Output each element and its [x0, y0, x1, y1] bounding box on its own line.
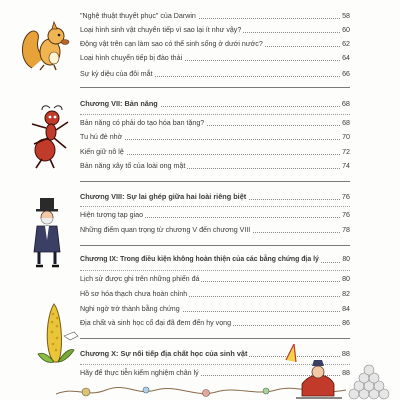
- toc-entry-page: 58: [340, 9, 350, 23]
- chapter-title: Chương VIII: Sự lai ghép giữa hai loài riêng biệt: [80, 190, 248, 204]
- toc-entry[interactable]: [80, 51, 350, 65]
- chapter-title: Chương VII: Bản năng: [80, 97, 160, 111]
- chapter-heading-9[interactable]: [80, 253, 350, 267]
- gentleman-illustration: [26, 196, 70, 268]
- scientist-illustration: [276, 344, 396, 400]
- toc-entry[interactable]: [80, 302, 350, 316]
- toc-entry-title: Hãy để thực tiễn kiểm nghiệm chân lý: [80, 366, 201, 380]
- chapter-heading-8[interactable]: [80, 190, 350, 204]
- toc-entry-page: 82: [340, 287, 350, 301]
- toc-entry-page: 68: [340, 116, 350, 130]
- toc-entry-page: 64: [340, 51, 350, 65]
- chapter-page: 68: [340, 97, 350, 111]
- chapter-page: 88: [340, 347, 350, 361]
- squirrel-illustration: [18, 12, 74, 74]
- row-separator: [80, 114, 350, 115]
- chapter-title: Chương IX: Trong điều kiện không hoàn thiện của các bằng chứng địa lý: [80, 253, 321, 267]
- toc-entry-title: Loại hình chuyển tiếp bị đào thải: [80, 51, 184, 65]
- row-separator: [80, 270, 350, 271]
- toc-entry-title: Nghi ngờ trở thành bằng chứng: [80, 302, 182, 316]
- toc-entry-title: Địa chất và sinh học cổ đại đã đem đến hy vọng: [80, 316, 233, 330]
- toc-entry-page: 66: [340, 67, 350, 81]
- toc-entry-page: 80: [340, 272, 350, 286]
- toc-entry[interactable]: [80, 145, 350, 159]
- toc-entry-page: 74: [340, 159, 350, 173]
- chapter-page: 80: [340, 253, 350, 267]
- toc-entry-page: 84: [340, 302, 350, 316]
- toc-entry-title: Tu hú đẻ nhờ: [80, 130, 124, 144]
- toc-entry-page: 88: [340, 366, 350, 380]
- toc-entry-title: Lịch sử được ghi trên những phiến đá: [80, 272, 201, 286]
- ant-illustration: [20, 104, 78, 170]
- toc-entry-title: Bản năng xây tổ của loài ong mật: [80, 159, 187, 173]
- toc-entry[interactable]: [80, 272, 350, 286]
- toc-entry-page: 72: [340, 145, 350, 159]
- toc-entry[interactable]: [80, 9, 350, 23]
- toc-entry[interactable]: [80, 223, 350, 237]
- chapter-divider: [80, 245, 350, 246]
- toc-entry-title: Những điểm quan trọng từ chương V đến chương VIII: [80, 223, 252, 237]
- toc-entry-title: Động vật trên cạn làm sao có thể sinh sống ở dưới nước?: [80, 37, 265, 51]
- toc-entry[interactable]: [80, 23, 350, 37]
- toc-entry-title: Hiện tượng tạp giao: [80, 208, 145, 222]
- toc-entry-page: 62: [340, 37, 350, 51]
- toc-entry-page: 70: [340, 130, 350, 144]
- toc-entry-page: 76: [340, 208, 350, 222]
- chapter-divider: [80, 181, 350, 182]
- toc-entry[interactable]: [80, 37, 350, 51]
- toc-entry[interactable]: [80, 130, 350, 144]
- toc-entry-page: 86: [340, 316, 350, 330]
- toc-entry[interactable]: [80, 316, 350, 330]
- toc-entry[interactable]: [80, 116, 350, 130]
- toc-entry-title: Bản năng có phải do tạo hóa ban tặng?: [80, 116, 206, 130]
- row-separator: [80, 206, 350, 207]
- toc-entry-title: Loại hình sinh vật chuyển tiếp vì sao lại ít như vậy?: [80, 23, 243, 37]
- toc-entry-page: 78: [340, 223, 350, 237]
- toc-entry[interactable]: [80, 208, 350, 222]
- chapter-divider: [80, 87, 350, 88]
- chapter-divider: [80, 338, 350, 339]
- chapter-title: Chương X: Sự nối tiếp địa chất học của sinh vật: [80, 347, 249, 361]
- toc-entry-title: Hồ sơ hóa thạch chưa hoàn chỉnh: [80, 287, 189, 301]
- toc-entry-title: Sự kỳ diệu của đôi mắt: [80, 67, 155, 81]
- toc-entry[interactable]: [80, 287, 350, 301]
- corn-illustration: [34, 296, 82, 368]
- toc-entry[interactable]: [80, 67, 350, 81]
- toc-entry-page: 60: [340, 23, 350, 37]
- toc-entry-title: "Nghệ thuật thuyết phục" của Darwin: [80, 9, 198, 23]
- chapter-page: 76: [340, 190, 350, 204]
- toc-entry-title: Kiến giữ nô lệ: [80, 145, 126, 159]
- toc-entry[interactable]: [80, 159, 350, 173]
- chapter-heading-7[interactable]: [80, 97, 350, 111]
